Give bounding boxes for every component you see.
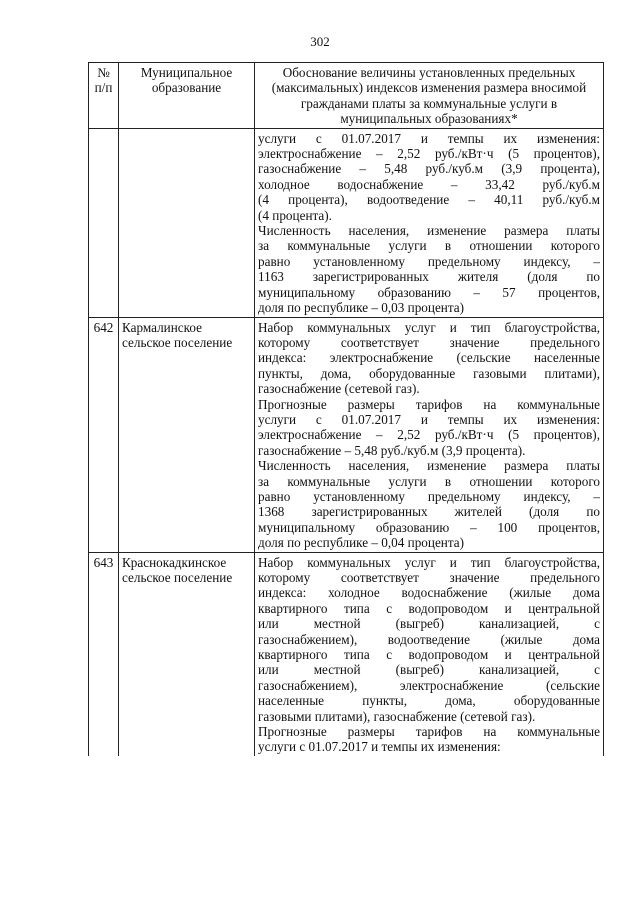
text-line: услуги с 01.07.2017 и темпы их изменения: (258, 130, 600, 146)
text-line: за коммунальные услуги в отношении которого (258, 473, 600, 489)
text-line: Численность населения, изменение размера платы (258, 458, 600, 474)
justification-cell (255, 128, 604, 317)
tariff-table (88, 62, 604, 756)
text-line: Набор коммунальных услуг и тип благоустройства, (258, 554, 600, 570)
justification-cell (255, 552, 604, 756)
text-line: или местной (выгреб) канализацией, с (258, 662, 600, 678)
row-number: 642 (89, 317, 119, 552)
text-line: квартирного типа с водопроводом и центральной (258, 647, 600, 663)
text-line: доля по республике – 0,03 процента) (258, 300, 465, 316)
table-row (89, 552, 604, 756)
justification-paragraph (258, 724, 600, 755)
text-line: газоснабжение – 5,48 руб./куб.м (3,9 процента). (258, 442, 526, 458)
justification-paragraph (258, 397, 600, 459)
header-number: № п/п (89, 63, 119, 129)
text-line: индекса: электроснабжение (сельские населенные (258, 350, 600, 366)
text-line: электроснабжение – 2,52 руб./кВт·ч (5 процентов), (258, 146, 600, 162)
text-line: или местной (выгреб) канализацией, с (258, 616, 600, 632)
text-line: пункты, дома, оборудованные газовыми плитами), (258, 365, 600, 381)
text-line: Набор коммунальных услуг и тип благоустройства, (258, 319, 600, 335)
text-line: индекса: холодное водоснабжение (жилые дома (258, 585, 600, 601)
justification-cell (255, 317, 604, 552)
municipality-name: Кармалинское сельское поселение (119, 317, 255, 552)
text-line: газоснабжением), электроснабжение (сельские (258, 677, 600, 693)
justification-paragraph (258, 223, 600, 315)
header-municipality: Муниципальное образование (119, 63, 255, 129)
text-line: равно установленному предельному индексу, – (258, 253, 600, 269)
municipality-name: Краснокадкинское сельское поселение (119, 552, 255, 756)
text-line: Прогнозные размеры тарифов на коммунальные (258, 724, 600, 740)
municipality-name (119, 128, 255, 317)
justification-paragraph (258, 458, 600, 550)
text-line: муниципальному образованию – 57 процентов, (258, 284, 600, 300)
text-line: газоснабжение – 5,48 руб./куб.м (3,9 процента), (258, 161, 600, 177)
page-number: 302 (310, 34, 330, 49)
text-line: газоснабжение (сетевой газ). (258, 381, 420, 397)
text-line: равно установленному предельному индексу, – (258, 488, 600, 504)
row-number (89, 128, 119, 317)
table-row (89, 128, 604, 317)
text-line: услуги с 01.07.2017 и темпы их изменения: (258, 411, 600, 427)
text-line: Прогнозные размеры тарифов на коммунальные (258, 396, 600, 412)
text-line: доля по республике – 0,04 процента) (258, 535, 465, 551)
table-header-row (89, 63, 604, 129)
text-line: (4 процента), водоотведение – 40,11 руб./куб.м (258, 192, 600, 208)
justification-paragraph (258, 555, 600, 724)
text-line: Численность населения, изменение размера платы (258, 223, 600, 239)
justification-paragraph (258, 131, 600, 223)
text-line: газовыми плитами), газоснабжение (сетевой газ). (258, 708, 536, 724)
text-line: 1163 зарегистрированных жителя (доля по (258, 269, 600, 285)
table-row (89, 317, 604, 552)
text-line: (4 процента). (258, 207, 332, 223)
text-line: газоснабжением), водоотведение (жилые дома (258, 631, 600, 647)
header-justification: Обоснование величины установленных предельных (максимальных) индексов изменения размера вносимой гражданами платы за коммунальные услуги в муниципальных образованиях* (255, 63, 604, 129)
text-line: которому соответствует значение предельного (258, 570, 600, 585)
row-number: 643 (89, 552, 119, 756)
text-line: 1368 зарегистрированных жителей (доля по (258, 504, 600, 520)
text-line: квартирного типа с водопроводом и центральной (258, 600, 600, 616)
text-line: электроснабжение – 2,52 руб./кВт·ч (5 процентов), (258, 427, 600, 443)
text-line: за коммунальные услуги в отношении которого (258, 238, 600, 254)
text-line: населенные пункты, дома, оборудованные (258, 693, 600, 709)
justification-paragraph (258, 320, 600, 397)
text-line: муниципальному образованию – 100 процентов, (258, 519, 600, 535)
text-line: холодное водоснабжение – 33,42 руб./куб.м (258, 176, 600, 192)
text-line: услуги с 01.07.2017 и темпы их изменения: (258, 739, 501, 755)
text-line: которому соответствует значение предельного (258, 334, 600, 350)
